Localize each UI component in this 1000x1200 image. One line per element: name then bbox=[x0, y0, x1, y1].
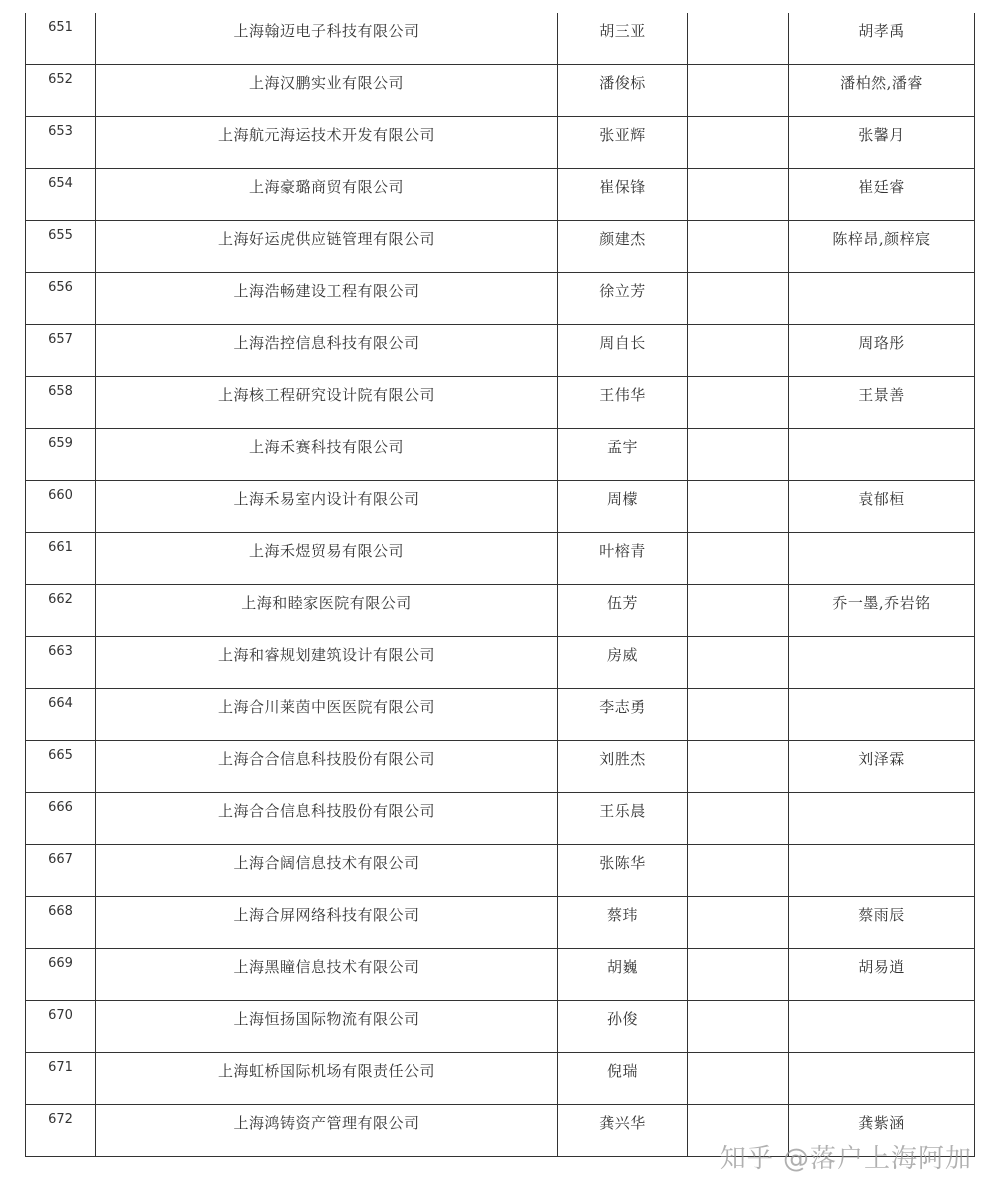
family-members-cell bbox=[789, 221, 975, 273]
row-number-cell bbox=[26, 481, 96, 533]
company-name-cell bbox=[96, 533, 558, 585]
row-number-cell bbox=[26, 65, 96, 117]
company-name-cell bbox=[96, 1053, 558, 1105]
table-row bbox=[26, 897, 975, 949]
company-name-cell bbox=[96, 793, 558, 845]
applicant-name-cell bbox=[558, 897, 688, 949]
extra-cell-cell bbox=[688, 325, 789, 377]
company-name: 上海翰迈电子科技有限公司 bbox=[233, 22, 420, 40]
company-name: 上海禾煜贸易有限公司 bbox=[248, 542, 404, 560]
extra-cell-cell bbox=[688, 221, 789, 273]
extra-cell-cell bbox=[688, 429, 789, 481]
extra-cell-cell bbox=[688, 117, 789, 169]
applicant-name-cell bbox=[558, 325, 688, 377]
applicant-name: 刘胜杰 bbox=[599, 750, 646, 768]
row-number-cell bbox=[26, 845, 96, 897]
row-number-cell bbox=[26, 273, 96, 325]
applicant-name: 徐立芳 bbox=[599, 282, 646, 300]
extra-cell bbox=[688, 221, 788, 228]
company-name: 上海浩控信息科技有限公司 bbox=[233, 334, 420, 352]
company-name: 上海合川莱茵中医医院有限公司 bbox=[217, 698, 435, 716]
company-name-cell bbox=[96, 429, 558, 481]
row-number: 658 bbox=[48, 384, 73, 399]
company-name-cell bbox=[96, 481, 558, 533]
table-row bbox=[26, 169, 975, 221]
applicant-name-cell bbox=[558, 429, 688, 481]
roster-body bbox=[26, 13, 975, 1157]
company-name: 上海合合信息科技股份有限公司 bbox=[217, 750, 435, 768]
extra-cell-cell bbox=[688, 793, 789, 845]
applicant-name: 张陈华 bbox=[599, 854, 646, 872]
extra-cell bbox=[688, 533, 788, 540]
applicant-name: 倪瑞 bbox=[606, 1062, 638, 1080]
applicant-name: 崔保锋 bbox=[599, 178, 646, 196]
applicant-name-cell bbox=[558, 793, 688, 845]
row-number: 662 bbox=[48, 592, 73, 607]
applicant-name: 胡巍 bbox=[606, 958, 638, 976]
table-row bbox=[26, 377, 975, 429]
applicant-name-cell bbox=[558, 273, 688, 325]
extra-cell bbox=[688, 169, 788, 176]
family-members: 张馨月 bbox=[858, 126, 905, 144]
company-name: 上海浩畅建设工程有限公司 bbox=[233, 282, 420, 300]
extra-cell-cell bbox=[688, 1001, 789, 1053]
extra-cell bbox=[688, 793, 788, 800]
family-members-cell bbox=[789, 273, 975, 325]
applicant-name-cell bbox=[558, 585, 688, 637]
table-row bbox=[26, 845, 975, 897]
family-members-cell bbox=[789, 481, 975, 533]
extra-cell bbox=[688, 1105, 788, 1112]
row-number-cell bbox=[26, 13, 96, 65]
row-number-cell bbox=[26, 221, 96, 273]
applicant-name-cell bbox=[558, 377, 688, 429]
company-name: 上海和睿规划建筑设计有限公司 bbox=[217, 646, 435, 664]
applicant-name-cell bbox=[558, 949, 688, 1001]
applicant-name: 潘俊标 bbox=[599, 74, 646, 92]
family-members-cell bbox=[789, 845, 975, 897]
family-members-cell bbox=[789, 1053, 975, 1105]
extra-cell-cell bbox=[688, 481, 789, 533]
company-name-cell bbox=[96, 117, 558, 169]
extra-cell bbox=[688, 845, 788, 852]
company-name: 上海合阔信息技术有限公司 bbox=[233, 854, 420, 872]
applicant-name-cell bbox=[558, 169, 688, 221]
applicant-name: 房威 bbox=[606, 646, 638, 664]
extra-cell bbox=[688, 741, 788, 748]
row-number-cell bbox=[26, 533, 96, 585]
row-number: 661 bbox=[48, 540, 73, 555]
applicant-name-cell bbox=[558, 637, 688, 689]
company-name-cell bbox=[96, 637, 558, 689]
company-name-cell bbox=[96, 273, 558, 325]
company-name-cell bbox=[96, 65, 558, 117]
row-number: 656 bbox=[48, 280, 73, 295]
row-number-cell bbox=[26, 1105, 96, 1157]
applicant-name: 周檬 bbox=[606, 490, 638, 508]
applicant-name-cell bbox=[558, 689, 688, 741]
row-number-cell bbox=[26, 169, 96, 221]
company-name-cell bbox=[96, 585, 558, 637]
extra-cell bbox=[688, 897, 788, 904]
applicant-name: 周自长 bbox=[599, 334, 646, 352]
applicant-name: 颜建杰 bbox=[599, 230, 646, 248]
table-row bbox=[26, 689, 975, 741]
extra-cell-cell bbox=[688, 689, 789, 741]
applicant-name: 王伟华 bbox=[599, 386, 646, 404]
row-number: 672 bbox=[48, 1112, 73, 1127]
family-members: 胡孝禹 bbox=[858, 22, 905, 40]
extra-cell-cell bbox=[688, 637, 789, 689]
company-name: 上海禾赛科技有限公司 bbox=[248, 438, 404, 456]
row-number: 670 bbox=[48, 1008, 73, 1023]
company-name: 上海合合信息科技股份有限公司 bbox=[217, 802, 435, 820]
table-row bbox=[26, 221, 975, 273]
company-name-cell bbox=[96, 325, 558, 377]
extra-cell bbox=[688, 637, 788, 644]
company-name-cell bbox=[96, 1001, 558, 1053]
applicant-name-cell bbox=[558, 533, 688, 585]
company-name: 上海恒扬国际物流有限公司 bbox=[233, 1010, 420, 1028]
applicant-name-cell bbox=[558, 117, 688, 169]
company-name-cell bbox=[96, 949, 558, 1001]
family-members: 胡易逍 bbox=[858, 958, 905, 976]
family-members-cell bbox=[789, 13, 975, 65]
company-name: 上海鸿铸资产管理有限公司 bbox=[233, 1114, 420, 1132]
family-members bbox=[789, 637, 974, 644]
table-row bbox=[26, 741, 975, 793]
applicant-name: 伍芳 bbox=[606, 594, 638, 612]
extra-cell bbox=[688, 1001, 788, 1008]
extra-cell-cell bbox=[688, 377, 789, 429]
row-number: 657 bbox=[48, 332, 73, 347]
table-row bbox=[26, 429, 975, 481]
company-name: 上海虹桥国际机场有限责任公司 bbox=[217, 1062, 435, 1080]
row-number-cell bbox=[26, 377, 96, 429]
company-name: 上海好运虎供应链管理有限公司 bbox=[217, 230, 435, 248]
table-row bbox=[26, 1053, 975, 1105]
row-number-cell bbox=[26, 1001, 96, 1053]
family-members-cell bbox=[789, 689, 975, 741]
applicant-name-cell bbox=[558, 221, 688, 273]
row-number: 666 bbox=[48, 800, 73, 815]
company-name-cell bbox=[96, 377, 558, 429]
extra-cell-cell bbox=[688, 1053, 789, 1105]
extra-cell bbox=[688, 325, 788, 332]
company-name-cell bbox=[96, 169, 558, 221]
family-members: 周珞彤 bbox=[858, 334, 905, 352]
row-number: 664 bbox=[48, 696, 73, 711]
extra-cell bbox=[688, 481, 788, 488]
row-number: 651 bbox=[48, 20, 73, 35]
row-number-cell bbox=[26, 793, 96, 845]
applicant-name-cell bbox=[558, 13, 688, 65]
family-members-cell bbox=[789, 637, 975, 689]
row-number-cell bbox=[26, 325, 96, 377]
family-members: 崔廷睿 bbox=[858, 178, 905, 196]
row-number: 652 bbox=[48, 72, 73, 87]
company-name-cell bbox=[96, 689, 558, 741]
family-members: 刘泽霖 bbox=[858, 750, 905, 768]
company-name: 上海豪璐商贸有限公司 bbox=[248, 178, 404, 196]
family-members-cell bbox=[789, 1001, 975, 1053]
company-name: 上海禾易室内设计有限公司 bbox=[233, 490, 420, 508]
family-members bbox=[789, 689, 974, 696]
applicant-name: 孙俊 bbox=[606, 1010, 638, 1028]
table-row bbox=[26, 117, 975, 169]
family-members: 潘柏然,潘睿 bbox=[840, 74, 923, 92]
row-number: 667 bbox=[48, 852, 73, 867]
row-number: 655 bbox=[48, 228, 73, 243]
family-members bbox=[789, 1001, 974, 1008]
applicant-name: 李志勇 bbox=[599, 698, 646, 716]
row-number-cell bbox=[26, 897, 96, 949]
company-name: 上海汉鹏实业有限公司 bbox=[248, 74, 404, 92]
table-row bbox=[26, 949, 975, 1001]
applicant-name: 张亚辉 bbox=[599, 126, 646, 144]
table-row bbox=[26, 325, 975, 377]
extra-cell-cell bbox=[688, 169, 789, 221]
family-members bbox=[789, 793, 974, 800]
family-members bbox=[789, 273, 974, 280]
extra-cell-cell bbox=[688, 845, 789, 897]
family-members-cell bbox=[789, 949, 975, 1001]
applicant-name: 王乐晨 bbox=[599, 802, 646, 820]
family-members-cell bbox=[789, 741, 975, 793]
family-members: 袁郁桓 bbox=[858, 490, 905, 508]
applicant-name-cell bbox=[558, 741, 688, 793]
company-name: 上海核工程研究设计院有限公司 bbox=[217, 386, 435, 404]
row-number: 665 bbox=[48, 748, 73, 763]
table-row bbox=[26, 637, 975, 689]
row-number-cell bbox=[26, 117, 96, 169]
row-number: 660 bbox=[48, 488, 73, 503]
extra-cell bbox=[688, 377, 788, 384]
family-members-cell bbox=[789, 585, 975, 637]
family-members: 王景善 bbox=[858, 386, 905, 404]
applicant-name: 孟宇 bbox=[606, 438, 638, 456]
roster-table bbox=[25, 13, 975, 1157]
row-number-cell bbox=[26, 585, 96, 637]
family-members-cell bbox=[789, 325, 975, 377]
extra-cell-cell bbox=[688, 65, 789, 117]
company-name-cell bbox=[96, 1105, 558, 1157]
watermark: 知乎 @落户上海阿加 bbox=[719, 1144, 972, 1174]
applicant-name: 叶榕青 bbox=[599, 542, 646, 560]
row-number: 668 bbox=[48, 904, 73, 919]
applicant-name: 蔡玮 bbox=[606, 906, 638, 924]
company-name: 上海合屏网络科技有限公司 bbox=[233, 906, 420, 924]
row-number-cell bbox=[26, 1053, 96, 1105]
family-members-cell bbox=[789, 117, 975, 169]
extra-cell-cell bbox=[688, 897, 789, 949]
applicant-name-cell bbox=[558, 1105, 688, 1157]
table-row bbox=[26, 13, 975, 65]
extra-cell-cell bbox=[688, 949, 789, 1001]
table-row bbox=[26, 273, 975, 325]
company-name: 上海航元海运技术开发有限公司 bbox=[217, 126, 435, 144]
company-name-cell bbox=[96, 13, 558, 65]
extra-cell-cell bbox=[688, 741, 789, 793]
table-row bbox=[26, 585, 975, 637]
extra-cell-cell bbox=[688, 585, 789, 637]
table-row bbox=[26, 481, 975, 533]
applicant-name-cell bbox=[558, 481, 688, 533]
family-members bbox=[789, 845, 974, 852]
extra-cell bbox=[688, 949, 788, 956]
table-row bbox=[26, 533, 975, 585]
family-members bbox=[789, 533, 974, 540]
family-members: 蔡雨辰 bbox=[858, 906, 905, 924]
extra-cell bbox=[688, 65, 788, 72]
family-members-cell bbox=[789, 429, 975, 481]
family-members-cell bbox=[789, 533, 975, 585]
row-number: 654 bbox=[48, 176, 73, 191]
row-number: 671 bbox=[48, 1060, 73, 1075]
family-members-cell bbox=[789, 897, 975, 949]
extra-cell-cell bbox=[688, 273, 789, 325]
extra-cell-cell bbox=[688, 533, 789, 585]
row-number: 669 bbox=[48, 956, 73, 971]
applicant-name-cell bbox=[558, 1053, 688, 1105]
applicant-name: 龚兴华 bbox=[599, 1114, 646, 1132]
family-members: 陈梓昂,颜梓宸 bbox=[832, 230, 931, 248]
company-name: 上海黑瞳信息技术有限公司 bbox=[233, 958, 420, 976]
row-number-cell bbox=[26, 741, 96, 793]
company-name-cell bbox=[96, 741, 558, 793]
family-members-cell bbox=[789, 377, 975, 429]
row-number-cell bbox=[26, 637, 96, 689]
table-row bbox=[26, 793, 975, 845]
extra-cell bbox=[688, 585, 788, 592]
company-name-cell bbox=[96, 897, 558, 949]
applicant-name-cell bbox=[558, 65, 688, 117]
extra-cell-cell bbox=[688, 13, 789, 65]
family-members: 乔一墨,乔岩铭 bbox=[832, 594, 931, 612]
extra-cell bbox=[688, 273, 788, 280]
family-members-cell bbox=[789, 793, 975, 845]
row-number-cell bbox=[26, 429, 96, 481]
table-row bbox=[26, 1001, 975, 1053]
row-number: 653 bbox=[48, 124, 73, 139]
company-name: 上海和睦家医院有限公司 bbox=[241, 594, 412, 612]
family-members: 龚紫涵 bbox=[858, 1114, 905, 1132]
extra-cell bbox=[688, 429, 788, 436]
family-members bbox=[789, 429, 974, 436]
row-number: 663 bbox=[48, 644, 73, 659]
applicant-name-cell bbox=[558, 1001, 688, 1053]
family-members-cell bbox=[789, 65, 975, 117]
applicant-name-cell bbox=[558, 845, 688, 897]
family-members-cell bbox=[789, 169, 975, 221]
company-name-cell bbox=[96, 845, 558, 897]
row-number: 659 bbox=[48, 436, 73, 451]
extra-cell bbox=[688, 13, 788, 20]
row-number-cell bbox=[26, 949, 96, 1001]
extra-cell bbox=[688, 1053, 788, 1060]
applicant-name: 胡三亚 bbox=[599, 22, 646, 40]
extra-cell bbox=[688, 117, 788, 124]
extra-cell bbox=[688, 689, 788, 696]
family-members bbox=[789, 1053, 974, 1060]
row-number-cell bbox=[26, 689, 96, 741]
company-name-cell bbox=[96, 221, 558, 273]
table-row bbox=[26, 65, 975, 117]
